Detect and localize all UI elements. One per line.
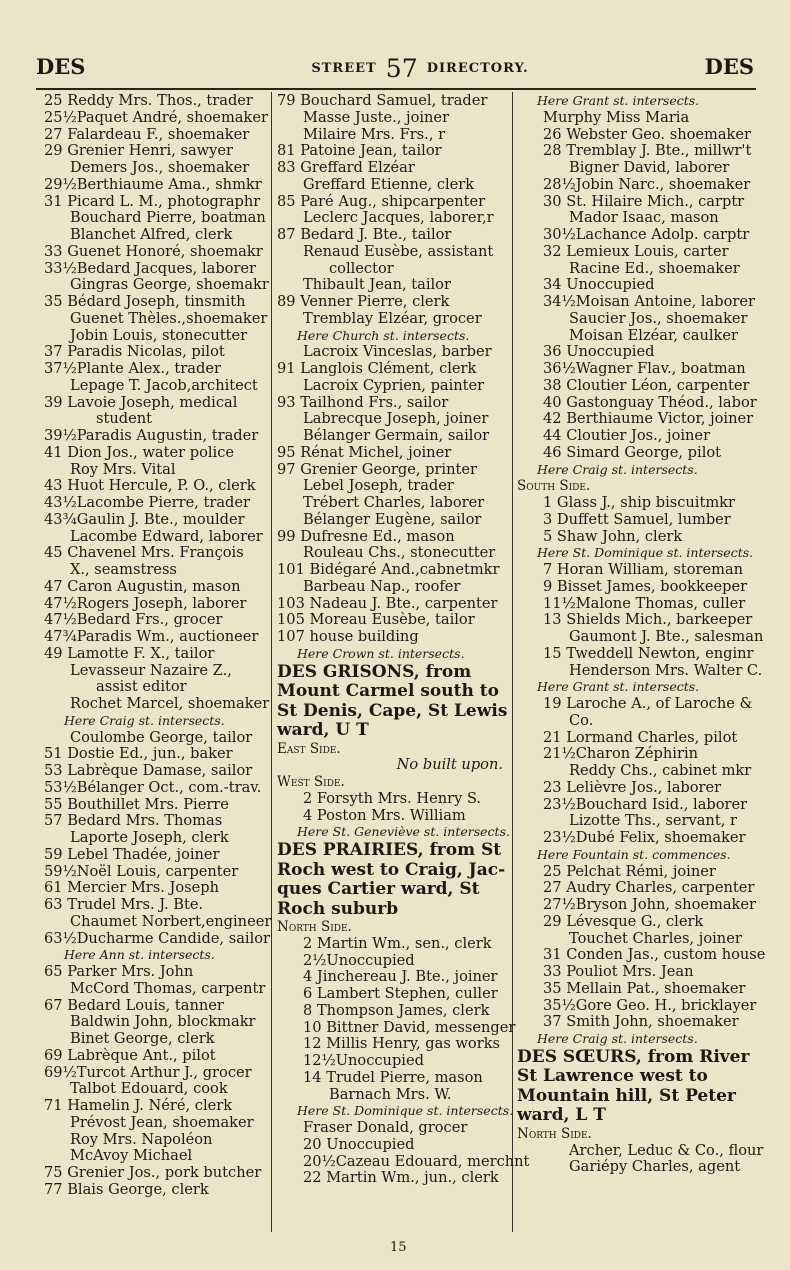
running-title-street: STREET [311, 61, 377, 76]
directory-entry: Bélanger Eugène, sailor [303, 510, 482, 528]
directory-entry: Levasseur Nazaire Z., [70, 661, 232, 679]
directory-entry: 4 Jinchereau J. Bte., joiner [303, 968, 498, 986]
intersection-note: Here Grant st. intersects. [537, 679, 700, 695]
running-title-directory: DIRECTORY. [426, 61, 529, 76]
directory-entry: Greffard Etienne, clerk [303, 175, 475, 193]
directory-entry: 31 Picard L. M., photographr [44, 192, 261, 210]
directory-entry: 34½Moisan Antoine, laborer [543, 293, 755, 310]
directory-entry: McAvoy Michael [70, 1147, 193, 1165]
directory-entry: 36½Wagner Flav., boatman [543, 360, 746, 377]
directory-entry: Lebel Joseph, trader [303, 477, 454, 495]
directory-entry: 25½Paquet André, shoemaker [44, 108, 268, 126]
street-heading: DES SŒURS, from River [517, 1046, 750, 1067]
intersection-note: Here Grant st. intersects. [537, 93, 700, 108]
directory-entry: Bouchard Pierre, boatman [70, 209, 266, 227]
directory-entry: Barbeau Nap., roofer [303, 577, 461, 595]
directory-entry: collector [329, 259, 394, 277]
directory-entry: 22 Martin Wm., jun., clerk [303, 1169, 499, 1187]
directory-entry: 28 Tremblay J. Bte., millwr't [543, 142, 752, 160]
directory-entry: 19 Laroche A., of Laroche & [543, 695, 753, 712]
directory-entry: Laporte Joseph, clerk [70, 829, 229, 846]
street-heading: ward, U T [277, 720, 369, 740]
directory-entry: 5 Shaw John, clerk [543, 527, 683, 545]
directory-entry: 63½Ducharme Candide, sailor [44, 929, 270, 947]
directory-entry: Roy Mrs. Napoléon [70, 1130, 213, 1148]
directory-entry: 97 Grenier George, printer [277, 460, 477, 478]
directory-entry: 25 Pelchat Rémi, joiner [543, 862, 716, 880]
directory-entry: 10 Bittner David, messenger [303, 1018, 516, 1036]
directory-entry: 87 Bedard J. Bte., tailor [277, 226, 452, 243]
directory-entry: 29 Lévesque G., clerk [543, 912, 704, 930]
side-label: North Side. [517, 1125, 592, 1142]
directory-column-2 [277, 92, 530, 1187]
directory-entry: 27 Audry Charles, carpenter [543, 879, 755, 897]
directory-entry: 4 Poston Mrs. William [303, 806, 466, 824]
column-rule-1 [271, 92, 272, 1232]
directory-entry: 63 Trudel Mrs. J. Bte. [44, 896, 204, 913]
directory-entry: 45 Chavenel Mrs. François [44, 544, 244, 562]
running-head-left: DES [36, 54, 86, 79]
directory-entry: Roy Mrs. Vital [70, 460, 176, 478]
directory-entry: 33 Guenet Honoré, shoemakr [44, 242, 263, 260]
street-heading: ques Cartier ward, St [277, 879, 480, 899]
directory-entry: 39½Paradis Augustin, trader [44, 427, 259, 444]
running-title [300, 54, 540, 83]
directory-entry: 33 Pouliot Mrs. Jean [543, 963, 694, 980]
street-heading: DES GRISONS, from [277, 661, 472, 682]
directory-entry: Mador Isaac, mason [569, 209, 719, 227]
directory-entry: Renaud Eusèbe, assistant [303, 242, 494, 260]
directory-entry: 59 Lebel Thadée, joiner [44, 845, 220, 863]
directory-entry: Binet George, clerk [70, 1030, 215, 1047]
directory-entry: 47¾Paradis Wm., auctioneer [44, 628, 259, 645]
directory-entry: 29 Grenier Henri, sawyer [44, 142, 234, 160]
directory-entry: 89 Venner Pierre, clerk [277, 293, 450, 310]
directory-entry: Rouleau Chs., stonecutter [303, 544, 496, 562]
directory-entry: 2 Martin Wm., sen., clerk [303, 934, 492, 952]
page-header [0, 54, 790, 88]
directory-entry: 35 Mellain Pat., shoemaker [543, 979, 746, 997]
intersection-note: Here Church st. intersects. [297, 327, 470, 343]
side-label: South Side. [517, 478, 591, 495]
directory-entry: Talbot Edouard, cook [70, 1080, 228, 1098]
directory-entry: 25 Reddy Mrs. Thos., trader [44, 92, 253, 109]
directory-entry: Barnach Mrs. W. [329, 1085, 452, 1103]
directory-entry: 15 Tweddell Newton, enginr [543, 644, 754, 662]
directory-entry: 85 Paré Aug., shipcarpenter [277, 192, 486, 210]
directory-entry: 43 Huot Hercule, P. O., clerk [44, 477, 256, 495]
directory-entry: 2½Unoccupied [303, 951, 415, 969]
directory-entry: 36 Unoccupied [543, 343, 655, 361]
street-heading: Mountain hill, St Peter [517, 1085, 736, 1106]
street-heading: DES PRAIRIES, from St [277, 840, 502, 860]
directory-entry: Reddy Chs., cabinet mkr [569, 762, 752, 779]
side-label: West Side. [277, 774, 345, 790]
directory-entry: Henderson Mrs. Walter C. [569, 661, 763, 679]
directory-entry: Prévost Jean, shoemaker [70, 1113, 254, 1131]
page-number-top: 57 [385, 54, 418, 83]
directory-entry: Milaire Mrs. Frs., r [303, 125, 446, 143]
directory-entry: 38 Cloutier Léon, carpenter [543, 376, 750, 394]
street-heading: St Lawrence west to [517, 1066, 708, 1087]
directory-entry: Jobin Louis, stonecutter [70, 326, 248, 344]
directory-entry: 30½Lachance Adolp. carptr [543, 226, 750, 243]
directory-entry: Gingras George, shoemakr [70, 276, 269, 294]
directory-entry: 35 Bédard Joseph, tinsmith [44, 293, 246, 310]
directory-entry: 3 Duffett Samuel, lumber [543, 510, 731, 528]
directory-entry: Bigner David, laborer [569, 159, 730, 176]
directory-entry: 35½Gore Geo. H., bricklayer [543, 996, 757, 1014]
directory-entry: 11½Malone Thomas, culler [543, 594, 746, 612]
directory-entry: 40 Gastonguay Théod., labor [543, 393, 757, 411]
directory-entry: 30 St. Hilaire Mich., carptr [543, 192, 745, 210]
directory-entry: 81 Patoine Jean, tailor [277, 142, 442, 160]
directory-entry: 12 Millis Henry, gas works [303, 1035, 501, 1053]
directory-entry: 53½Bélanger Oct., com.-trav. [44, 778, 262, 796]
directory-entry: 61 Mercier Mrs. Joseph [44, 879, 220, 897]
directory-entry: 55 Bouthillet Mrs. Pierre [44, 795, 229, 813]
directory-entry: Masse Juste., joiner [303, 108, 450, 126]
directory-entry: student [96, 410, 152, 428]
directory-entry: 77 Blais George, clerk [44, 1180, 209, 1198]
directory-entry: 27½Bryson John, shoemaker [543, 896, 756, 913]
directory-entry: 29½Berthiaume Ama., shmkr [44, 175, 262, 193]
directory-entry: Saucier Jos., shoemaker [569, 309, 748, 327]
directory-entry: Archer, Leduc & Co., flour [569, 1141, 764, 1159]
directory-entry: 20½Cazeau Edouard, merchnt [303, 1152, 530, 1170]
street-heading: Mount Carmel south to [277, 681, 499, 701]
directory-entry: Trébert Charles, laborer [303, 494, 485, 511]
directory-entry: Coulombe George, tailor [70, 728, 253, 746]
intersection-note: Here St. Dominique st. intersects. [537, 545, 754, 561]
street-heading: St Denis, Cape, St Lewis [277, 700, 508, 721]
directory-entry: Lizotte Ths., servant, r [569, 812, 737, 830]
directory-entry: 107 house building [277, 628, 419, 645]
column-rule-2 [512, 92, 513, 1232]
directory-column-1 [44, 93, 270, 1199]
directory-entry: 69 Labrèque Ant., pilot [44, 1046, 216, 1064]
intersection-note: Here Craig st. intersects. [537, 1031, 698, 1046]
directory-entry: 13 Shields Mich., barkeeper [543, 611, 753, 629]
directory-entry: 91 Langlois Clément, clerk [277, 360, 477, 377]
intersection-note: Here Fountain st. commences. [537, 846, 731, 862]
street-heading: Roch suburb [277, 898, 399, 919]
directory-column-3 [517, 93, 766, 1176]
status-note: No built upon. [396, 756, 503, 774]
directory-entry: 57 Bedard Mrs. Thomas [44, 812, 223, 830]
street-heading: ward, L T [517, 1105, 606, 1126]
directory-entry: Lacroix Vinceslas, barber [303, 343, 492, 361]
directory-entry: 8 Thompson James, clerk [303, 1001, 490, 1019]
directory-entry: Lacombe Edward, laborer [70, 527, 263, 545]
directory-entry: 75 Grenier Jos., pork butcher [44, 1164, 262, 1181]
directory-entry: Blanchet Alfred, clerk [70, 226, 233, 243]
header-rule [36, 88, 756, 90]
directory-entry: 12½Unoccupied [303, 1052, 424, 1069]
directory-entry: 67 Bedard Louis, tanner [44, 996, 224, 1014]
directory-entry: 101 Bidégaré And.,cabnetmkr [277, 561, 500, 578]
directory-entry: Moisan Elzéar, caulker [569, 326, 739, 344]
directory-entry: 71 Hamelin J. Néré, clerk [44, 1097, 233, 1114]
directory-entry: 9 Bisset James, bookkeeper [543, 577, 748, 595]
directory-entry: 47½Rogers Joseph, laborer [44, 594, 247, 612]
directory-entry: 95 Rénat Michel, joiner [277, 443, 452, 461]
directory-entry: 49 Lamotte F. X., tailor [44, 644, 215, 662]
directory-entry: 26 Webster Geo. shoemaker [543, 125, 752, 143]
intersection-note: Here St. Geneviève st. intersects. [297, 824, 510, 840]
intersection-note: Here Craig st. intersects. [64, 712, 225, 728]
directory-entry: 79 Bouchard Samuel, trader [277, 92, 488, 109]
directory-entry: 69½Turcot Arthur J., grocer [44, 1063, 252, 1081]
directory-entry: Guenet Thèles.,shoemaker [70, 309, 268, 327]
intersection-note: Here Ann st. intersects. [64, 947, 215, 963]
side-label: North Side. [277, 919, 352, 935]
side-label: East Side. [277, 740, 341, 757]
directory-entry: 93 Tailhond Frs., sailor [277, 393, 449, 411]
directory-entry: 43½Lacombe Pierre, trader [44, 494, 251, 511]
directory-entry: Rochet Marcel, shoemaker [70, 695, 270, 712]
running-head-right: DES [704, 54, 754, 79]
directory-entry: Leclerc Jacques, laborer,r [303, 209, 494, 227]
directory-entry: 42 Berthiaume Victor, joiner [543, 410, 754, 428]
directory-entry: 37 Smith John, shoemaker [543, 1013, 739, 1031]
directory-entry: 44 Cloutier Jos., joiner [543, 427, 711, 444]
directory-entry: 23 Lelièvre Jos., laborer [543, 778, 722, 796]
directory-entry: Tremblay Elzéar, grocer [303, 309, 482, 327]
directory-entry: 39 Lavoie Joseph, medical [44, 393, 238, 411]
directory-entry: 33½Bedard Jacques, laborer [44, 259, 257, 277]
directory-entry: Co. [569, 711, 594, 729]
directory-entry: Gariépy Charles, agent [569, 1158, 741, 1176]
directory-entry: Lepage T. Jacob,architect [70, 376, 258, 394]
directory-entry: 99 Dufresne Ed., mason [277, 527, 455, 545]
directory-entry: 27 Falardeau F., shoemaker [44, 125, 250, 143]
directory-entry: 47½Bedard Frs., grocer [44, 611, 223, 629]
directory-entry: Thibault Jean, tailor [303, 276, 451, 294]
intersection-note: Here Craig st. intersects. [537, 461, 698, 477]
directory-entry: Chaumet Norbert,engineer [70, 912, 272, 930]
directory-entry: Touchet Charles, joiner [569, 929, 742, 947]
directory-entry: 37½Plante Alex., trader [44, 360, 221, 377]
directory-entry: 51 Dostie Ed., jun., baker [44, 745, 233, 763]
directory-entry: 21 Lormand Charles, pilot [543, 728, 738, 746]
directory-entry: 34 Unoccupied [543, 276, 655, 294]
footer-page-number: 15 [390, 1240, 407, 1255]
directory-entry: X., seamstress [70, 561, 177, 578]
directory-entry: 65 Parker Mrs. John [44, 963, 194, 980]
directory-entry: 59½Noël Louis, carpenter [44, 862, 239, 880]
directory-entry: 7 Horan William, storeman [543, 561, 744, 578]
directory-entry: 6 Lambert Stephen, culler [303, 985, 498, 1002]
directory-entry: 23½Bouchard Isid., laborer [543, 795, 748, 813]
directory-entry: 23½Dubé Felix, shoemaker [543, 829, 746, 846]
directory-entry: 37 Paradis Nicolas, pilot [44, 343, 225, 361]
directory-entry: 28½Jobin Narc., shoemaker [543, 175, 751, 193]
directory-entry: 46 Simard George, pilot [543, 443, 722, 461]
directory-entry: 103 Nadeau J. Bte., carpenter [277, 594, 498, 612]
intersection-note: Here St. Dominique st. intersects. [297, 1103, 514, 1119]
directory-entry: 32 Lemieux Louis, carter [543, 242, 729, 260]
directory-entry: 47 Caron Augustin, mason [44, 577, 241, 595]
directory-entry: 53 Labrèque Damase, sailor [44, 762, 253, 779]
street-heading: Roch west to Craig, Jac- [277, 859, 506, 880]
directory-entry: Labrecque Joseph, joiner [303, 410, 489, 428]
directory-entry: 31 Conden Jas., custom house [543, 946, 766, 964]
directory-entry: Gaumont J. Bte., salesman [569, 628, 764, 645]
directory-entry: 21½Charon Zéphirin [543, 745, 699, 763]
directory-entry: 41 Dion Jos., water police [44, 443, 235, 461]
directory-entry: 2 Forsyth Mrs. Henry S. [303, 789, 482, 807]
directory-entry: Baldwin John, blockmakr [70, 1013, 256, 1031]
directory-entry: Racine Ed., shoemaker [569, 259, 740, 277]
directory-entry: 43¾Gaulin J. Bte., moulder [44, 510, 245, 528]
directory-entry: 14 Trudel Pierre, mason [303, 1068, 483, 1086]
directory-entry: Bélanger Germain, sailor [303, 427, 490, 444]
directory-entry: Demers Jos., shoemaker [70, 159, 250, 176]
directory-entry: 105 Moreau Eusèbe, tailor [277, 611, 475, 629]
directory-entry: 83 Greffard Elzéar [277, 159, 415, 176]
directory-entry: Murphy Miss Maria [543, 108, 690, 126]
directory-entry: Fraser Donald, grocer [303, 1119, 468, 1136]
directory-entry: 20 Unoccupied [303, 1135, 415, 1153]
directory-entry: Lacroix Cyprien, painter [303, 376, 485, 394]
directory-entry: assist editor [96, 678, 187, 696]
directory-entry: McCord Thomas, carpentr [70, 979, 266, 997]
directory-entry: 1 Glass J., ship biscuitmkr [543, 494, 735, 511]
intersection-note: Here Crown st. intersects. [297, 645, 465, 661]
